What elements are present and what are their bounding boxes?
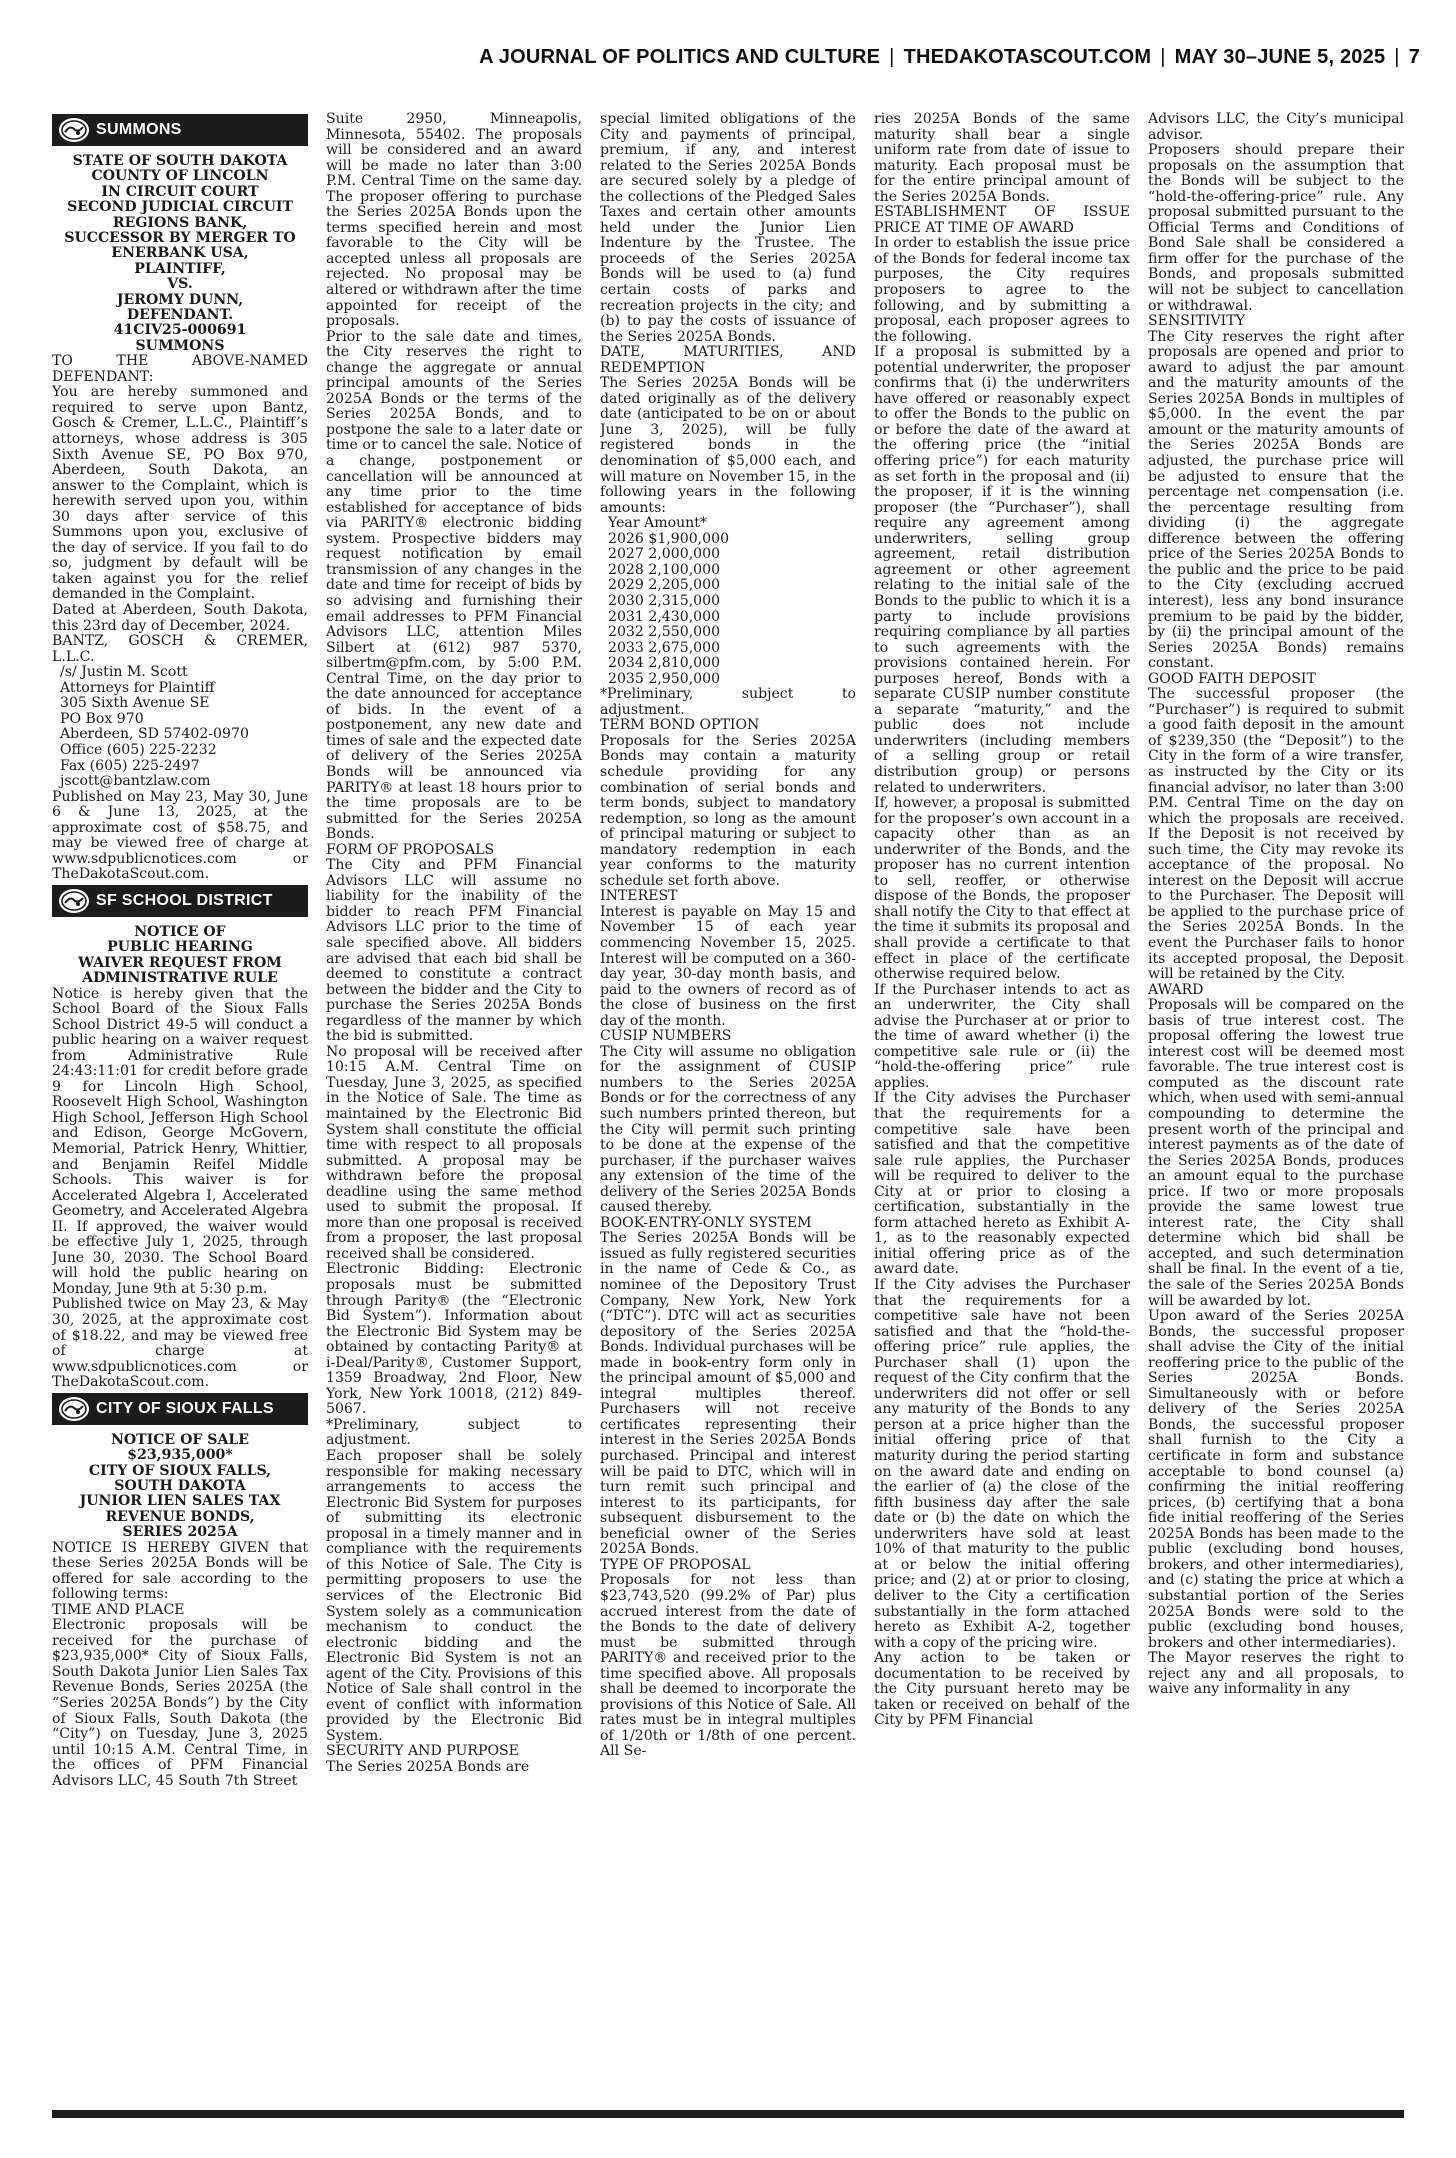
notice-paragraph: *Preliminary, subject to adjustment. bbox=[326, 1416, 582, 1449]
notice-paragraph: Dated at Aberdeen, South Dakota, this 23rd day of December, 2024. bbox=[52, 602, 308, 634]
notice-paragraph: Each proposer shall be solely responsible for making necessary arrangements to access the Electronic Bid System for purposes of submitting its electronic proposal in a timely manner and in compliance with the requirements of this Notice of Sale. The City is permitting proposers to use the services of the Electronic Bid System solely as a communication mechanism to conduct the electronic bidding and the Electronic Bid System is not an agent of the City. Provisions of this Notice of Sale shall control in the event of conflict with information provided by the Electronic Bid System. bbox=[326, 1448, 582, 1744]
notice-paragraph: Proposals for not less than $23,743,520 (99.2% of Par) plus accrued interest from the date of the Bonds to the date of delivery must be submitted through PARITY® and received prior to the time specified above. All proposals shall be deemed to incorporate the provisions of this Notice of Sale. All rates must be in integral multiples of 1/20th or 1/8th of one percent. All Se- bbox=[600, 1572, 856, 1760]
notice-paragraph: NOTICE IS HEREBY GIVEN that these Series 2025A Bonds will be offered for sale according to the following terms: bbox=[52, 1539, 308, 1603]
column-2 bbox=[326, 112, 582, 2104]
notice-paragraph: The Series 2025A Bonds will be issued as fully registered securities in the name of Cede & Co., as nominee of the Depository Trust Company, New York, New York (“DTC”). DTC will act as securities depository of the Series 2025A Bonds. Individual purchases will be made in book-entry form only in the principal amount of $5,000 and integral multiples thereof. Purchasers will not receive certificates representing their interest in the Series 2025A Bonds purchased. Principal and interest will be paid to DTC, which will in turn remit such principal and interest to its participants, for subsequent disbursement to the beneficial owner of the Series 2025A Bonds. bbox=[600, 1230, 856, 1558]
indented-block: /s/ Justin M. Scott Attorneys for Plaintiff 305 Sixth Avenue SE PO Box 970 Aberdeen, SD 57402-0970 Office (605) 225-2232 Fax (605) 225-2497 jscott@bantzlaw.com bbox=[60, 664, 249, 790]
notice-paragraph: DATE, MATURITIES, AND REDEMPTION bbox=[600, 344, 856, 376]
notice-paragraph: Electronic Bidding: Electronic proposals must be submitted through Parity® (the “Electronic Bid System”). Information about the Electronic Bid System may be obtained by contacting Parity® at i-Deal/Parity®, Customer Support, 1359 Broadway, 2nd Floor, New York, New York 10018, (212) 849-5067. bbox=[326, 1261, 582, 1418]
page-number: 7 bbox=[1408, 46, 1420, 68]
header-separator: | bbox=[889, 46, 895, 68]
notice-paragraph: The City and PFM Financial Advisors LLC will assume no liability for the inability of the bidder to reach PFM Financial Advisors LLC prior to the time of sale specified above. All bidders are advised that each bid shall be deemed to constitute a contract between the bidder and the City to purchase the Series 2025A Bonds regardless of the manner by which the bid is submitted. bbox=[326, 857, 582, 1045]
notice-paragraph: If a proposal is submitted by a potential underwriter, the proposer confirms that (i) the underwriters have offered or reasonably expect to offer the Bonds to the public on or before the date of the award at the offering price (the “initial offering price”) for each maturity as set forth in the proposal and (ii) the proposer, if it is the winning proposer (the “Purchaser”), shall require any agreement among underwriters, selling group agreement, retail distribution agreement or other agreement relating to the initial sale of the Bonds to the public to which it is a party to include provisions requiring compliance by all parties to such agreements with the provisions contained herein. For purposes hereof, Bonds with a separate CUSIP number constitute a separate “maturity,” and the public does not include underwriters (including members of a selling group or retail distribution group) or persons related to underwriters. bbox=[874, 344, 1130, 796]
notice-paragraph: The City reserves the right after proposals are opened and prior to award to adjust the par amount and the maturity amounts of the Series 2025A Bonds in multiples of $5,000. In the event the par amount or the maturity amounts of the Series 2025A Bonds are adjusted, the purchase price will be adjusted to ensure that the percentage net compensation (i.e. the percentage resulting from dividing (i) the aggregate difference between the offering price of the Series 2025A Bonds to the public and the price to be paid to the City (excluding accrued interest), less any bond insurance premium to be paid by the bidder, by (ii) the principal amount of the Series 2025A Bonds) remains constant. bbox=[1148, 328, 1404, 672]
notice-paragraph: Electronic proposals will be received for the purchase of $23,935,000* City of Sioux Falls, South Dakota Junior Lien Sales Tax Revenue Bonds, Series 2025A (the “Series 2025A Bonds”) by the City of Sioux Falls, South Dakota (the “City”) on Tuesday, June 3, 2025 until 10:15 A.M. Central Time, in the offices of PFM Financial Advisors LLC, 45 South 7th Street bbox=[52, 1617, 308, 1789]
notice-paragraph: If, however, a proposal is submitted for the proposer’s own account in a capacity other than as an underwriter of the Bonds, and the proposer has no current intention to sell, reoffer, or otherwise dispose of the Bonds, the proposer shall notify the City to that effect at the time it submits its proposal and shall provide a certificate to that effect in place of the certificate otherwise required below. bbox=[874, 795, 1130, 983]
notice-paragraph: You are hereby summoned and required to serve upon Bantz, Gosch & Cremer, L.L.C., Plaintiff’s attorneys, whose address is 305 Sixth Avenue SE, PO Box 970, Aberdeen, South Dakota, an answer to the Complaint, which is herewith served upon you, within 30 days after service of this Summons upon you, exclusive of the day of service. If you fail to do so, judgment by default will be taken against you for the relief demanded in the Complaint. bbox=[52, 384, 308, 603]
notice-paragraph: Published on May 23, May 30, June 6 & June 13, 2025, at the approximate cost of $58.75, and may be viewed free of charge at www.sdpublicnotices.com or TheDakotaScout.com. bbox=[52, 788, 308, 883]
section-header-label: CITY OF SIOUX FALLS bbox=[96, 1399, 274, 1417]
notice-paragraph: TO THE ABOVE-NAMED DEFENDANT: bbox=[52, 353, 308, 385]
notice-paragraph: Upon award of the Series 2025A Bonds, the successful proposer shall advise the City of the initial reoffering price to the public of the Series 2025A Bonds. Simultaneously with or before delivery of the Series 2025A Bonds, the successful proposer shall furnish to the City a certificate in form and substance acceptable to bond counsel (a) confirming the initial reoffering prices, (b) certifying that a bona fide initial reoffering of the Series 2025A Bonds has been made to the public (excluding bond houses, brokers, and other intermediaries), and (c) stating the price at which a substantial portion of the Series 2025A Bonds were sold to the public (excluding bond houses, brokers and other intermediaries). bbox=[1148, 1308, 1404, 1651]
notice-caption: NOTICE OF PUBLIC HEARING WAIVER REQUEST FROM ADMINISTRATIVE RULE bbox=[78, 923, 282, 987]
notice-paragraph: Interest is payable on May 15 and November 15 of each year commencing November 15, 2025. Interest will be computed on a 360-day year, 30-day month basis, and paid to the owners of record as of the close of business on the first day of the month. bbox=[600, 903, 856, 1029]
bottom-rule bbox=[52, 2110, 1404, 2118]
publication-line: A JOURNAL OF POLITICS AND CULTURE bbox=[479, 46, 881, 68]
notice-paragraph: INTEREST bbox=[600, 888, 678, 905]
notice-caption: STATE OF SOUTH DAKOTA COUNTY OF LINCOLN IN CIRCUIT COURT SECOND JUDICIAL CIRCUIT REGIONS BANK, SUCCESSOR BY MERGER TO ENERBANK USA, PLAINTIFF, VS. JEROMY DUNN, DEFENDANT. 41CIV25-000691 SUMMONS bbox=[64, 153, 296, 354]
notice-paragraph: SECURITY AND PURPOSE bbox=[326, 1743, 519, 1760]
notice-paragraph: The Mayor reserves the right to reject any and all proposals, to waive any informality in any bbox=[1148, 1650, 1404, 1698]
notice-paragraph: The Series 2025A Bonds are bbox=[326, 1758, 530, 1775]
notice-paragraph: If the City advises the Purchaser that the requirements for a competitive sale have been satisfied and that the competitive sale rule applies, the Purchaser will be required to deliver to the City at or prior to closing a certification, substantially in the form attached hereto as Exhibit A-1, as to the reasonably expected initial offering price as of the award date. bbox=[874, 1090, 1130, 1278]
notice-paragraph: If the Purchaser intends to act as an underwriter, the City shall advise the Purchaser at or prior to the time of award whether (i) the competitive sale rule or (ii) the “hold-the-offering price” rule applies. bbox=[874, 981, 1130, 1091]
section-header-label: SF SCHOOL DISTRICT bbox=[96, 892, 273, 910]
notice-paragraph: TYPE OF PROPOSAL bbox=[600, 1556, 751, 1573]
notice-paragraph: The successful proposer (the “Purchaser”) is required to submit a good faith deposit in the amount of $239,350 (the “Deposit”) to the City in the form of a wire transfer, as instructed by the City or its financial advisor, no later than 3:00 P.M. Central Time on the day on which the proposals are received. If the Deposit is not received by such time, the City may revoke its acceptance of the proposal. No interest on the Deposit will accrue to the Purchaser. The Deposit will be applied to the purchase price of the Series 2025A Bonds. In the event the Purchaser fails to honor its accepted proposal, the Deposit will be retained by the City. bbox=[1148, 686, 1404, 983]
header-separator: | bbox=[1394, 46, 1400, 68]
notice-paragraph: ries 2025A Bonds of the same maturity shall bear a single uniform rate from date of issue to maturity. Each proposal must be for the entire principal amount of the Series 2025A Bonds. bbox=[874, 112, 1130, 205]
column-3 bbox=[600, 112, 856, 2104]
notice-paragraph: Prior to the sale date and times, the City reserves the right to change the aggregate or annual principal amounts of the Series 2025A Bonds or the terms of the Series 2025A Bonds, and to postpone the sale to a later date or time or to cancel the sale. Notice of a change, postponement or cancellation will be announced at any time prior to the time established for acceptance of bids via PARITY® electronic bidding system. Prospective bidders may request notification by email transmission of any changes in the date and time for receipt of bids by so advising and furnishing their email addresses to PFM Financial Advisors LLC, attention Miles Silbert at (612) 987 5370, silbertm@pfm.com, by 5:00 P.M. Central Time, on the day prior to the date announced for acceptance of bids. In the event of a postponement, any new date and times of sale and the expected date of delivery of the Series 2025A Bonds will be announced via PARITY® at least 18 hours prior to the time proposals are to be submitted for the Series 2025A Bonds. bbox=[326, 328, 582, 843]
notice-paragraph: BOOK-ENTRY-ONLY SYSTEM bbox=[600, 1214, 812, 1231]
notice-caption: NOTICE OF SALE $23,935,000* CITY OF SIOUX FALLS, SOUTH DAKOTA JUNIOR LIEN SALES TAX REVENUE BONDS, SERIES 2025A bbox=[79, 1431, 281, 1541]
notice-paragraph: Notice is hereby given that the School Board of the Sioux Falls School District 49-5 will conduct a public hearing on a waiver request from Administrative Rule 24:43:11:01 for credit before grade 9 for Lincoln High School, Roosevelt High School, Washington High School, Jefferson High School and Edison, George McGovern, Memorial, Patrick Henry, Whittier, and Benjamin Reifel Middle Schools. This waiver is for Accelerated Algebra I, Accelerated Geometry, and Accelerated Algebra II. If approved, the waiver would be effective July 1, 2025, through June 30, 2030. The School Board will hold the public hearing on Monday, June 9th at 5:30 p.m. bbox=[52, 985, 308, 1297]
notice-paragraph: FORM OF PROPOSALS bbox=[326, 841, 495, 858]
notice-paragraph: Proposers should prepare their proposals on the assumption that the Bonds will be subject to the “hold-the-offering-price” rule. Any proposal submitted pursuant to the Official Terms and Conditions of Bond Sale shall be considered a firm offer for the purchase of the Bonds, and proposals submitted will not be subject to cancellation or withdrawal. bbox=[1148, 142, 1404, 314]
notice-paragraph: *Preliminary, subject to adjustment. bbox=[600, 686, 856, 718]
section-header-sf-school-district bbox=[52, 885, 308, 917]
public-notices-columns bbox=[52, 112, 1404, 2104]
notice-paragraph: Any action to be taken or documentation to be received by the City pursuant hereto may be taken or received on behalf of the City by PFM Financial bbox=[874, 1650, 1130, 1729]
notice-paragraph: Suite 2950, Minneapolis, Minnesota, 55402. The proposals will be considered and an award will be made no later than 3:00 P.M. Central Time on the same day. The proposer offering to purchase the Series 2025A Bonds upon the terms specified herein and most favorable to the City will be accepted unless all proposals are rejected. No proposal may be altered or withdrawn after the time appointed for receipt of the proposals. bbox=[326, 112, 582, 330]
notice-paragraph: BANTZ, GOSCH & CREMER, L.L.C. bbox=[52, 633, 308, 665]
section-header-label: SUMMONS bbox=[96, 121, 182, 139]
notice-paragraph: The Series 2025A Bonds will be dated originally as of the delivery date (anticipated to be on or about June 3, 2025), will be fully registered bonds in the denomination of $5,000 each, and will mature on November 15, in the following years in the following amounts: bbox=[600, 375, 856, 516]
section-header-summons bbox=[52, 114, 308, 146]
notice-paragraph: TERM BOND OPTION bbox=[600, 717, 760, 734]
section-header-city-of-sioux-falls bbox=[52, 1393, 308, 1425]
dakota-scout-badge-icon bbox=[58, 888, 90, 914]
notice-paragraph: AWARD bbox=[1148, 981, 1204, 998]
indented-block: Year Amount* 2026 $1,900,000 2027 2,000,000 2028 2,100,000 2029 2,205,000 2030 2,315,000 2031 2,430,000 2032 2,550,000 2033 2,675,000 2034 2,810,000 2035 2,950,000 bbox=[608, 515, 730, 687]
notice-paragraph: ESTABLISHMENT OF ISSUE PRICE AT TIME OF AWARD bbox=[874, 204, 1130, 236]
column-1 bbox=[52, 112, 308, 2104]
dakota-scout-badge-icon bbox=[58, 117, 90, 143]
notice-paragraph: SENSITIVITY bbox=[1148, 313, 1245, 330]
notice-paragraph: Advisors LLC, the City’s municipal advisor. bbox=[1148, 112, 1404, 143]
column-4 bbox=[874, 112, 1130, 2104]
website-link[interactable]: THEDAKOTASCOUT.COM bbox=[903, 46, 1152, 68]
notice-paragraph: Published twice on May 23, & May 30, 2025, at the approximate cost of $18.22, and may be viewed free of charge at www.sdpublicnotices.com or TheDakotaScout.com. bbox=[52, 1296, 308, 1391]
notice-paragraph: The City will assume no obligation for the assignment of CUSIP numbers to the Series 2025A Bonds or for the correctness of any such numbers printed thereon, but the City will permit such printing to be done at the expense of the purchaser, if the purchaser waives any extension of the time of the delivery of the Series 2025A Bonds caused thereby. bbox=[600, 1043, 856, 1216]
notice-paragraph: TIME AND PLACE bbox=[52, 1601, 185, 1618]
issue-dates: MAY 30–JUNE 5, 2025 bbox=[1174, 46, 1386, 68]
notice-paragraph: GOOD FAITH DEPOSIT bbox=[1148, 670, 1316, 687]
notice-paragraph: No proposal will be received after 10:15 A.M. Central Time on Tuesday, June 3, 2025, as specified in the Notice of Sale. The time as maintained by the Electronic Bid System shall constitute the official time with respect to all proposals submitted. A proposal may be withdrawn before the proposal deadline using the same method used to submit the proposal. If more than one proposal is received from a proposer, the last proposal received shall be considered. bbox=[326, 1043, 582, 1262]
header-separator: | bbox=[1160, 46, 1166, 68]
notice-paragraph: Proposals for the Series 2025A Bonds may contain a maturity schedule providing for any combination of serial bonds and term bonds, subject to mandatory redemption, so long as the amount of principal maturing or subject to mandatory redemption in each year conforms to the maturity schedule set forth above. bbox=[600, 732, 856, 889]
notice-paragraph: If the City advises the Purchaser that the requirements for a competitive sale have not been satisfied and that the “hold-the-offering price” rule applies, the Purchaser shall (1) upon the request of the City confirm that the underwriters did not offer or sell any maturity of the Bonds to any person at a price higher than the initial offering price of that maturity during the period starting on the award date and ending on the earlier of (a) the close of the fifth business day after the sale date or (b) the date on which the underwriters have sold at least 10% of that maturity to the public at or below the initial offering price; and (2) at or prior to closing, deliver to the City a certification substantially in the form attached hereto as Exhibit A-2, together with a copy of the pricing wire. bbox=[874, 1277, 1130, 1651]
page-header bbox=[40, 46, 1420, 69]
notice-paragraph: Proposals will be compared on the basis of true interest cost. The proposal offering the lowest true interest cost will be deemed most favorable. The true interest cost is computed as the discount rate which, when used with semi-annual compounding to determine the present worth of the principal and interest payments as of the date of the Series 2025A Bonds, produces an amount equal to the purchase price. If two or more proposals provide the same lowest true interest rate, the City shall determine which bid shall be accepted, and such determination shall be final. In the event of a tie, the sale of the Series 2025A Bonds will be awarded by lot. bbox=[1148, 997, 1404, 1309]
column-5 bbox=[1148, 112, 1404, 2104]
notice-paragraph: special limited obligations of the City and payments of principal, premium, if any, and interest related to the Series 2025A Bonds are secured solely by a pledge of the collections of the Pledged Sales Taxes and certain other amounts held under the Junior Lien Indenture by the Trustee. The proceeds of the Series 2025A Bonds will be used to (a) fund certain costs of parks and recreation projects in the city; and (b) to pay the costs of issuance of the Series 2025A Bonds. bbox=[600, 112, 856, 345]
dakota-scout-badge-icon bbox=[58, 1396, 90, 1422]
notice-paragraph: CUSIP NUMBERS bbox=[600, 1028, 732, 1045]
notice-paragraph: In order to establish the issue price of the Bonds for federal income tax purposes, the City requires proposers to agree to the following, and by submitting a proposal, each proposer agrees to the following. bbox=[874, 235, 1130, 345]
